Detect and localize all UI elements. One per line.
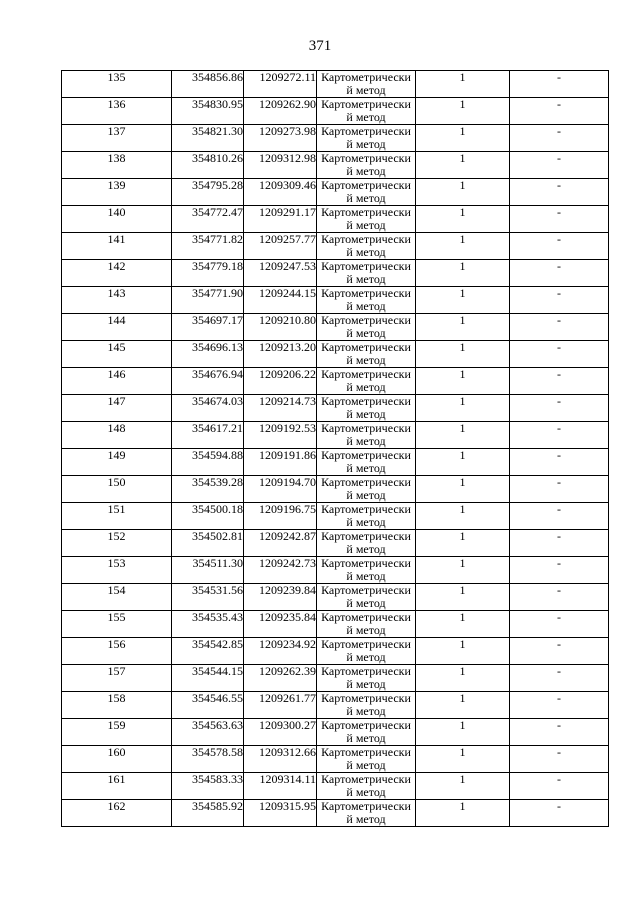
accuracy-cell: 1 [416, 530, 510, 557]
method-cell: Картометрически й метод [317, 449, 416, 476]
method-cell: Картометрически й метод [317, 773, 416, 800]
table-row [62, 449, 609, 476]
description-cell: - [510, 503, 609, 530]
accuracy-cell: 1 [416, 314, 510, 341]
accuracy-cell: 1 [416, 665, 510, 692]
point-number-cell: 157 [62, 665, 172, 692]
x-coordinate-cell: 354502.81 [172, 530, 244, 557]
table-row [62, 503, 609, 530]
description-cell: - [510, 125, 609, 152]
x-coordinate-cell: 354856.86 [172, 71, 244, 98]
table-row [62, 152, 609, 179]
accuracy-cell: 1 [416, 125, 510, 152]
accuracy-cell: 1 [416, 98, 510, 125]
table-row [62, 206, 609, 233]
x-coordinate-cell: 354594.88 [172, 449, 244, 476]
point-number-cell: 141 [62, 233, 172, 260]
table-row [62, 422, 609, 449]
table-row [62, 71, 609, 98]
accuracy-cell: 1 [416, 476, 510, 503]
method-cell: Картометрически й метод [317, 179, 416, 206]
description-cell: - [510, 746, 609, 773]
description-cell: - [510, 665, 609, 692]
accuracy-cell: 1 [416, 368, 510, 395]
page-number: 371 [308, 38, 332, 54]
table-row [62, 395, 609, 422]
method-cell: Картометрически й метод [317, 422, 416, 449]
description-cell: - [510, 557, 609, 584]
accuracy-cell: 1 [416, 341, 510, 368]
x-coordinate-cell: 354810.26 [172, 152, 244, 179]
table-row [62, 125, 609, 152]
accuracy-cell: 1 [416, 746, 510, 773]
method-cell: Картометрически й метод [317, 287, 416, 314]
method-cell: Картометрически й метод [317, 476, 416, 503]
accuracy-cell: 1 [416, 179, 510, 206]
y-coordinate-cell: 1209312.98 [244, 152, 317, 179]
description-cell: - [510, 368, 609, 395]
method-cell: Картометрически й метод [317, 368, 416, 395]
method-cell: Картометрически й метод [317, 503, 416, 530]
table-row [62, 719, 609, 746]
x-coordinate-cell: 354542.85 [172, 638, 244, 665]
accuracy-cell: 1 [416, 584, 510, 611]
table-row [62, 98, 609, 125]
y-coordinate-cell: 1209206.22 [244, 368, 317, 395]
x-coordinate-cell: 354697.17 [172, 314, 244, 341]
x-coordinate-cell: 354696.13 [172, 341, 244, 368]
x-coordinate-cell: 354585.92 [172, 800, 244, 827]
x-coordinate-cell: 354563.63 [172, 719, 244, 746]
description-cell: - [510, 233, 609, 260]
accuracy-cell: 1 [416, 71, 510, 98]
table-row [62, 530, 609, 557]
table-row [62, 773, 609, 800]
point-number-cell: 155 [62, 611, 172, 638]
accuracy-cell: 1 [416, 395, 510, 422]
table-row [62, 233, 609, 260]
description-cell: - [510, 422, 609, 449]
y-coordinate-cell: 1209242.73 [244, 557, 317, 584]
method-cell: Картометрически й метод [317, 800, 416, 827]
y-coordinate-cell: 1209273.98 [244, 125, 317, 152]
method-cell: Картометрически й метод [317, 611, 416, 638]
table-row [62, 800, 609, 827]
method-cell: Картометрически й метод [317, 125, 416, 152]
method-cell: Картометрически й метод [317, 206, 416, 233]
y-coordinate-cell: 1209194.70 [244, 476, 317, 503]
description-cell: - [510, 98, 609, 125]
accuracy-cell: 1 [416, 503, 510, 530]
y-coordinate-cell: 1209257.77 [244, 233, 317, 260]
method-cell: Картометрически й метод [317, 314, 416, 341]
coordinates-table [61, 70, 609, 827]
description-cell: - [510, 530, 609, 557]
y-coordinate-cell: 1209315.95 [244, 800, 317, 827]
x-coordinate-cell: 354772.47 [172, 206, 244, 233]
table-row [62, 746, 609, 773]
accuracy-cell: 1 [416, 638, 510, 665]
y-coordinate-cell: 1209242.87 [244, 530, 317, 557]
x-coordinate-cell: 354779.18 [172, 260, 244, 287]
description-cell: - [510, 584, 609, 611]
point-number-cell: 147 [62, 395, 172, 422]
y-coordinate-cell: 1209210.80 [244, 314, 317, 341]
description-cell: - [510, 692, 609, 719]
x-coordinate-cell: 354511.30 [172, 557, 244, 584]
method-cell: Картометрически й метод [317, 530, 416, 557]
method-cell: Картометрически й метод [317, 395, 416, 422]
accuracy-cell: 1 [416, 422, 510, 449]
point-number-cell: 142 [62, 260, 172, 287]
x-coordinate-cell: 354539.28 [172, 476, 244, 503]
y-coordinate-cell: 1209291.17 [244, 206, 317, 233]
coordinates-table-body [62, 71, 609, 827]
x-coordinate-cell: 354830.95 [172, 98, 244, 125]
description-cell: - [510, 341, 609, 368]
accuracy-cell: 1 [416, 692, 510, 719]
point-number-cell: 150 [62, 476, 172, 503]
point-number-cell: 136 [62, 98, 172, 125]
y-coordinate-cell: 1209192.53 [244, 422, 317, 449]
y-coordinate-cell: 1209234.92 [244, 638, 317, 665]
y-coordinate-cell: 1209312.66 [244, 746, 317, 773]
x-coordinate-cell: 354821.30 [172, 125, 244, 152]
method-cell: Картометрически й метод [317, 638, 416, 665]
accuracy-cell: 1 [416, 152, 510, 179]
method-cell: Картометрически й метод [317, 557, 416, 584]
y-coordinate-cell: 1209214.73 [244, 395, 317, 422]
point-number-cell: 137 [62, 125, 172, 152]
x-coordinate-cell: 354578.58 [172, 746, 244, 773]
point-number-cell: 161 [62, 773, 172, 800]
accuracy-cell: 1 [416, 449, 510, 476]
x-coordinate-cell: 354546.55 [172, 692, 244, 719]
y-coordinate-cell: 1209309.46 [244, 179, 317, 206]
method-cell: Картометрически й метод [317, 233, 416, 260]
y-coordinate-cell: 1209235.84 [244, 611, 317, 638]
description-cell: - [510, 152, 609, 179]
x-coordinate-cell: 354617.21 [172, 422, 244, 449]
method-cell: Картометрически й метод [317, 665, 416, 692]
point-number-cell: 156 [62, 638, 172, 665]
description-cell: - [510, 638, 609, 665]
y-coordinate-cell: 1209262.39 [244, 665, 317, 692]
point-number-cell: 152 [62, 530, 172, 557]
table-row [62, 314, 609, 341]
method-cell: Картометрически й метод [317, 746, 416, 773]
table-row [62, 341, 609, 368]
description-cell: - [510, 206, 609, 233]
method-cell: Картометрически й метод [317, 584, 416, 611]
point-number-cell: 160 [62, 746, 172, 773]
x-coordinate-cell: 354583.33 [172, 773, 244, 800]
point-number-cell: 138 [62, 152, 172, 179]
accuracy-cell: 1 [416, 773, 510, 800]
table-row [62, 260, 609, 287]
description-cell: - [510, 449, 609, 476]
description-cell: - [510, 260, 609, 287]
y-coordinate-cell: 1209247.53 [244, 260, 317, 287]
point-number-cell: 139 [62, 179, 172, 206]
x-coordinate-cell: 354535.43 [172, 611, 244, 638]
table-row [62, 287, 609, 314]
y-coordinate-cell: 1209314.11 [244, 773, 317, 800]
y-coordinate-cell: 1209191.86 [244, 449, 317, 476]
point-number-cell: 140 [62, 206, 172, 233]
table-row [62, 584, 609, 611]
accuracy-cell: 1 [416, 719, 510, 746]
table-row [62, 179, 609, 206]
description-cell: - [510, 800, 609, 827]
x-coordinate-cell: 354674.03 [172, 395, 244, 422]
description-cell: - [510, 71, 609, 98]
x-coordinate-cell: 354676.94 [172, 368, 244, 395]
accuracy-cell: 1 [416, 233, 510, 260]
x-coordinate-cell: 354544.15 [172, 665, 244, 692]
method-cell: Картометрически й метод [317, 71, 416, 98]
point-number-cell: 151 [62, 503, 172, 530]
y-coordinate-cell: 1209261.77 [244, 692, 317, 719]
table-row [62, 557, 609, 584]
method-cell: Картометрически й метод [317, 152, 416, 179]
table-row [62, 638, 609, 665]
method-cell: Картометрически й метод [317, 98, 416, 125]
point-number-cell: 149 [62, 449, 172, 476]
y-coordinate-cell: 1209262.90 [244, 98, 317, 125]
point-number-cell: 162 [62, 800, 172, 827]
y-coordinate-cell: 1209239.84 [244, 584, 317, 611]
table-row [62, 368, 609, 395]
point-number-cell: 153 [62, 557, 172, 584]
accuracy-cell: 1 [416, 206, 510, 233]
y-coordinate-cell: 1209272.11 [244, 71, 317, 98]
x-coordinate-cell: 354500.18 [172, 503, 244, 530]
point-number-cell: 143 [62, 287, 172, 314]
accuracy-cell: 1 [416, 800, 510, 827]
table-row [62, 476, 609, 503]
point-number-cell: 159 [62, 719, 172, 746]
description-cell: - [510, 314, 609, 341]
description-cell: - [510, 611, 609, 638]
x-coordinate-cell: 354771.82 [172, 233, 244, 260]
x-coordinate-cell: 354531.56 [172, 584, 244, 611]
description-cell: - [510, 773, 609, 800]
accuracy-cell: 1 [416, 287, 510, 314]
x-coordinate-cell: 354771.90 [172, 287, 244, 314]
y-coordinate-cell: 1209196.75 [244, 503, 317, 530]
accuracy-cell: 1 [416, 557, 510, 584]
description-cell: - [510, 476, 609, 503]
accuracy-cell: 1 [416, 611, 510, 638]
table-row [62, 665, 609, 692]
point-number-cell: 158 [62, 692, 172, 719]
point-number-cell: 144 [62, 314, 172, 341]
description-cell: - [510, 287, 609, 314]
description-cell: - [510, 395, 609, 422]
description-cell: - [510, 719, 609, 746]
method-cell: Картометрически й метод [317, 260, 416, 287]
point-number-cell: 145 [62, 341, 172, 368]
point-number-cell: 154 [62, 584, 172, 611]
method-cell: Картометрически й метод [317, 719, 416, 746]
method-cell: Картометрически й метод [317, 692, 416, 719]
point-number-cell: 135 [62, 71, 172, 98]
method-cell: Картометрически й метод [317, 341, 416, 368]
y-coordinate-cell: 1209300.27 [244, 719, 317, 746]
table-row [62, 692, 609, 719]
x-coordinate-cell: 354795.28 [172, 179, 244, 206]
accuracy-cell: 1 [416, 260, 510, 287]
y-coordinate-cell: 1209213.20 [244, 341, 317, 368]
description-cell: - [510, 179, 609, 206]
table-row [62, 611, 609, 638]
point-number-cell: 146 [62, 368, 172, 395]
y-coordinate-cell: 1209244.15 [244, 287, 317, 314]
point-number-cell: 148 [62, 422, 172, 449]
